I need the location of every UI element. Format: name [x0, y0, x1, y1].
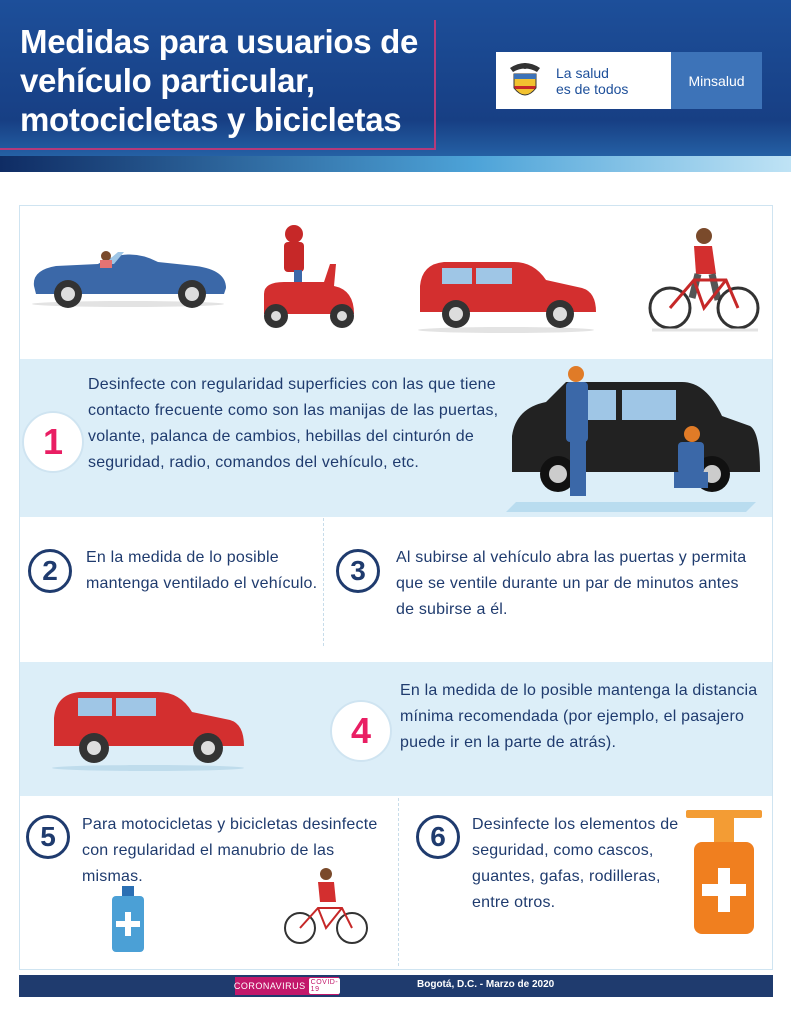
- brand-slogan: [556, 65, 628, 97]
- coat-of-arms-icon: [504, 58, 546, 104]
- badge-tag: COVID-19: [310, 979, 339, 993]
- pump-bottle-icon: [684, 806, 764, 934]
- red-car-icon: [414, 254, 600, 334]
- measure-2-number: 2: [28, 549, 72, 593]
- footer-bar: [19, 975, 773, 997]
- header-stripe: [0, 156, 791, 172]
- slogan-line-1: La salud: [556, 64, 609, 81]
- measure-5-number: 5: [26, 815, 70, 859]
- measure-6-number: 6: [416, 815, 460, 859]
- red-car-icon: [48, 682, 248, 772]
- measure-4-text: En la medida de lo posible mantenga la distancia mínima recomendada (por ejemplo, el pasajero puede ir en la parte de atrás).: [400, 682, 758, 751]
- measure-1-number: 1: [24, 413, 82, 471]
- measure-3-text: Al subirse al vehículo abra las puertas y permita que se ventile durante un par de minutos antes de subirse a él.: [396, 549, 747, 618]
- measure-3-number: 3: [336, 549, 380, 593]
- brand-slogan-panel: [496, 52, 671, 109]
- convertible-car-icon: [28, 236, 233, 308]
- measure-1-text: Desinfecte con regularidad superficies con las que tiene contacto frecuente como son las manijas de las puertas, volante, palanca de cambios, hebillas del cinturón de seguridad, radio, comandos del vehículo, etc.: [88, 376, 499, 471]
- ministry-label: Minsalud: [671, 52, 762, 109]
- divider: [398, 798, 399, 966]
- badge-label: CORONAVIRUS: [233, 981, 306, 991]
- measure-5-text: Para motocicletas y bicicletas desinfecte con regularidad el manubrio de las mismas.: [82, 816, 378, 885]
- header-banner: [0, 0, 791, 172]
- measure-2-text: En la medida de lo posible mantenga ventilado el vehículo.: [86, 549, 318, 592]
- measure-4-number: 4: [332, 702, 390, 760]
- cyclist-icon: [282, 866, 370, 946]
- minivan-cleaning-icon: [506, 362, 766, 512]
- measures-panel: [19, 205, 773, 970]
- footer-place-date: Bogotá, D.C. - Marzo de 2020: [417, 979, 555, 990]
- brand-block: [496, 52, 762, 109]
- slogan-line-2: es de todos: [556, 80, 629, 97]
- coronavirus-badge: [235, 977, 339, 995]
- cyclist-icon: [646, 224, 762, 334]
- measure-6-text: Desinfecte los elementos de seguridad, como cascos, guantes, gafas, rodilleras, entre otros.: [472, 816, 679, 911]
- vehicles-row: [20, 206, 772, 346]
- scooter-rider-icon: [254, 224, 362, 334]
- sanitizer-bottle-icon: [108, 886, 148, 952]
- page-title: Medidas para usuarios de vehículo particular, motocicletas y bicicletas: [20, 23, 419, 138]
